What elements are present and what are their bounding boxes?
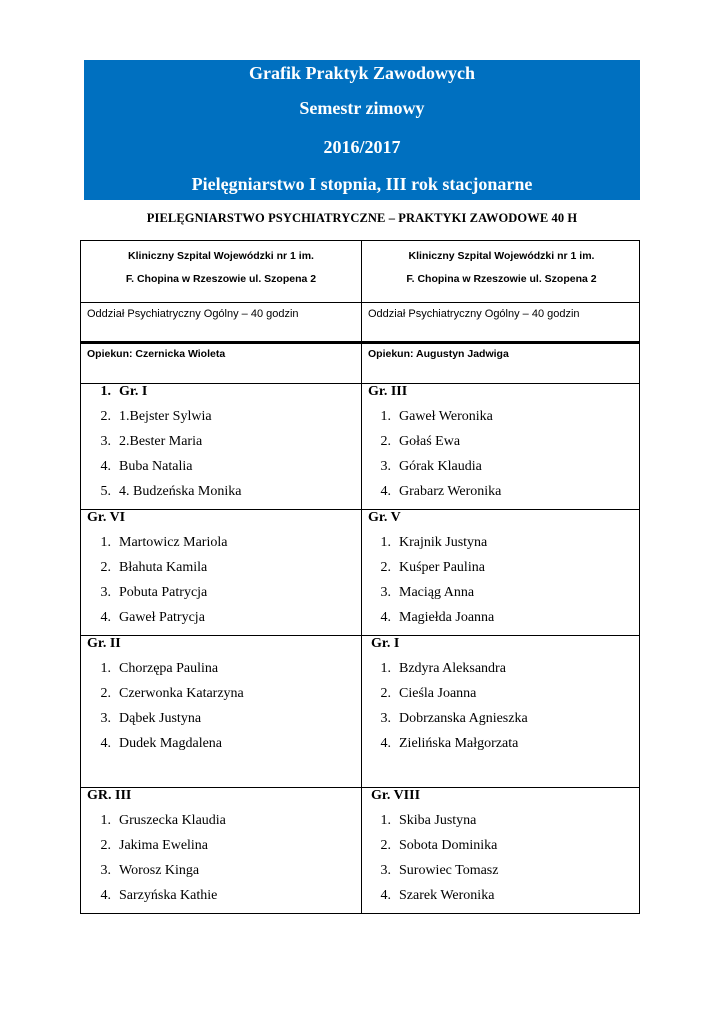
row-divider	[81, 635, 639, 636]
list-item: 4. Magiełda Joanna	[380, 610, 495, 625]
title-line-2: Semestr zimowy	[299, 98, 425, 118]
list-item: 5. 4. Budzeńska Monika	[100, 484, 242, 499]
section-subtitle: PIELĘGNIARSTWO PSYCHIATRYCZNE – PRAKTYKI ZAWODOWE 40 H	[146, 211, 578, 225]
group-heading-left-4: GR. III	[87, 788, 132, 803]
list-item: 2. Cieśla Joanna	[380, 686, 477, 701]
list-item: 3. Pobuta Patrycja	[100, 585, 208, 600]
list-item: 4. Gaweł Patrycja	[100, 610, 205, 625]
list-item: 4. Dudek Magdalena	[100, 736, 223, 751]
group-heading-left-1	[89, 384, 147, 400]
list-item: 1. Krajnik Justyna	[380, 535, 488, 550]
group-heading-left-3: Gr. II	[87, 636, 121, 651]
hospital-line-2: F. Chopina w Rzeszowie ul. Szopena 2	[125, 273, 317, 285]
title-line-4: Pielęgniarstwo I stopnia, III rok stacjonarne	[191, 174, 533, 194]
row-divider	[81, 509, 639, 510]
row-divider-thick	[81, 341, 639, 344]
list-item: 1. Gaweł Weronika	[380, 409, 493, 424]
group-heading-right-1: Gr. III	[368, 384, 408, 399]
list-item: 3. Surowiec Tomasz	[380, 863, 499, 878]
list-item: 4. Zielińska Małgorzata	[380, 736, 519, 751]
list-item: 3. Worosz Kinga	[100, 863, 200, 878]
row-divider	[81, 787, 639, 788]
title-banner	[84, 60, 640, 200]
list-item: 2. Kuśper Paulina	[380, 560, 485, 575]
title-line-3: 2016/2017	[323, 137, 401, 157]
mentor-left: Opiekun: Czernicka Wioleta	[87, 348, 226, 360]
hospital-line-2: F. Chopina w Rzeszowie ul. Szopena 2	[406, 273, 597, 285]
row-divider	[81, 302, 639, 303]
list-item: 2. Jakima Ewelina	[100, 838, 209, 853]
hospital-line-1: Kliniczny Szpital Wojewódzki nr 1 im.	[128, 250, 314, 262]
group-heading-right-4: Gr. VIII	[371, 788, 421, 803]
list-item: 1. Skiba Justyna	[380, 813, 477, 828]
group-heading-left-2: Gr. VI	[87, 510, 126, 525]
ward-right: Oddział Psychiatryczny Ogólny – 40 godzin	[368, 308, 580, 320]
list-item: 2. Gołaś Ewa	[380, 434, 461, 449]
hospital-line-1: Kliniczny Szpital Wojewódzki nr 1 im.	[408, 250, 595, 262]
list-item: 2. Sobota Dominika	[380, 838, 498, 853]
list-item: 3. Górak Klaudia	[380, 459, 482, 474]
list-item: 1. Bzdyra Aleksandra	[380, 661, 506, 676]
list-item: 2. 1.Bejster Sylwia	[100, 409, 212, 424]
ward-left: Oddział Psychiatryczny Ogólny – 40 godzin	[87, 308, 299, 320]
hospital-name-left	[81, 250, 361, 285]
list-item: 1. Gruszecka Klaudia	[100, 813, 226, 828]
list-item: 1. Martowicz Mariola	[100, 535, 228, 550]
list-item: 1. Chorzępa Paulina	[100, 661, 219, 676]
list-item: 3. Dobrzanska Agnieszka	[380, 711, 528, 726]
mentor-right: Opiekun: Augustyn Jadwiga	[368, 348, 509, 360]
list-item: 3. 2.Bester Maria	[100, 434, 203, 449]
list-item: 4. Buba Natalia	[100, 459, 193, 474]
list-item: 3. Dąbek Justyna	[100, 711, 202, 726]
title-line-1: Grafik Praktyk Zawodowych	[248, 63, 475, 83]
group-number: 1.	[100, 384, 111, 399]
list-item: 4. Sarzyńska Kathie	[100, 888, 218, 903]
list-item: 2. Błahuta Kamila	[100, 560, 208, 575]
group-heading-right-2: Gr. V	[368, 510, 401, 525]
list-item: 2. Czerwonka Katarzyna	[100, 686, 244, 701]
row-divider	[81, 383, 639, 384]
group-heading-right-3: Gr. I	[371, 636, 400, 651]
list-item: 4. Szarek Weronika	[380, 888, 495, 903]
schedule-table	[80, 240, 640, 914]
hospital-name-right	[362, 250, 641, 285]
group-label: Gr. I	[119, 384, 148, 399]
list-item: 4. Grabarz Weronika	[380, 484, 502, 499]
list-item: 3. Maciąg Anna	[380, 585, 475, 600]
